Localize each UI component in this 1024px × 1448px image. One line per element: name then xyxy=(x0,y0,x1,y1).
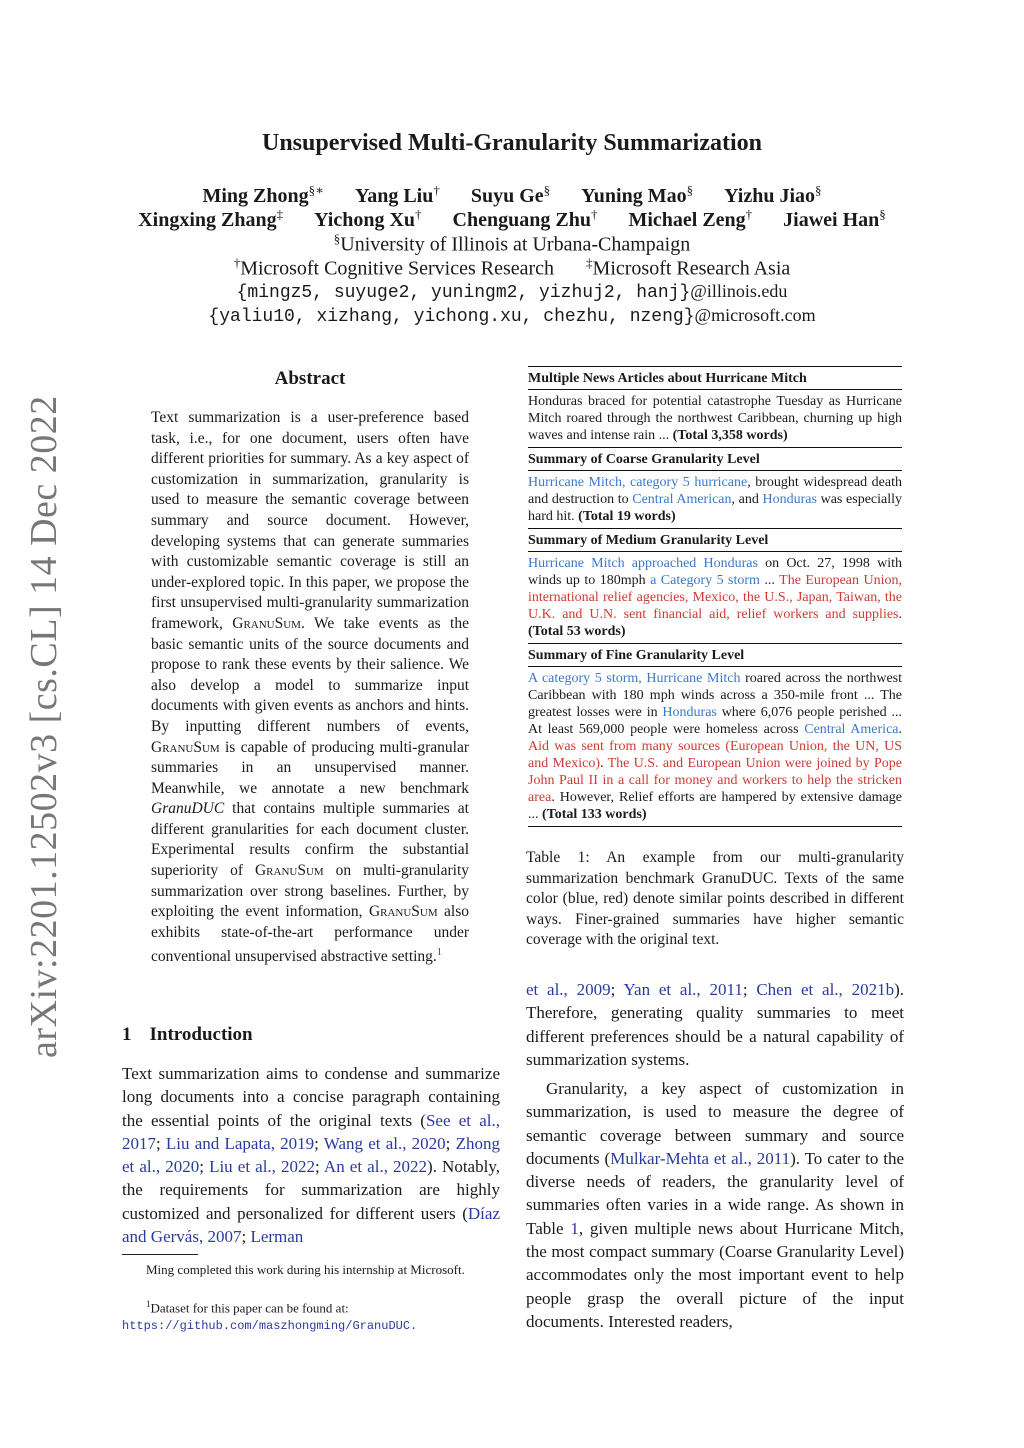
author-line-2 xyxy=(0,206,1024,232)
citation[interactable]: Lerman xyxy=(250,1227,304,1247)
author: Ming Zhong§∗ xyxy=(202,182,324,207)
citation[interactable]: Wang et al., 2020 xyxy=(323,1133,446,1153)
right-paragraph-2: Granularity, a key aspect of customization in summarization, is used to measure the degree of semantic coverage between summary and source documents (Mulkar-Mehta et al., 2011). To cater to the diverse needs of readers, the granularity level of summaries often varies in a wide range. As shown in Table 1, given multiple news about Hurricane Mitch, the most compact summary (Coarse Granularity Level) accommodates only the most important event to help people grasp the overall picture of the input documents. Interested readers, xyxy=(526,1079,905,1331)
table-reference[interactable]: 1 xyxy=(570,1218,579,1238)
table-header: Summary of Medium Granularity Level xyxy=(528,533,769,548)
table-header: Summary of Fine Granularity Level xyxy=(528,648,745,663)
author: Jiawei Han§ xyxy=(783,206,886,231)
affiliation-uiuc: §University of Illinois at Urbana-Champaign xyxy=(333,231,691,256)
table-cell: Hurricane Mitch approached Honduras on Oct. 27, 1998 with winds up to 180mph a Category 5 storm ... The European Union, international relief agencies, Mexico, the U.S., Japan, Taiwan, the U.K. and U.N. sent financial aid, relief workers and supplies. (Total 53 words) xyxy=(528,556,902,639)
table-cell: Hurricane Mitch, category 5 hurricane, brought widespread death and destruction to Central American, and Honduras was especially hard hit. (Total 19 words) xyxy=(528,475,902,524)
arxiv-identifier: arXiv:2201.12502v3 [cs.CL] 14 Dec 2022 xyxy=(23,395,65,1058)
footnote-rule xyxy=(122,1254,198,1255)
table-header: Multiple News Articles about Hurricane Mitch xyxy=(528,371,807,386)
author: Xingxing Zhang‡ xyxy=(138,206,284,231)
right-paragraph-1: et al., 2009; Yan et al., 2011; Chen et al., 2021b). Therefore, generating quality summaries to meet different preferences should be a natural capability of summarization systems. xyxy=(526,980,904,1069)
author: Chenguang Zhu† xyxy=(452,206,598,231)
email-line-1: {mingz5, suyuge2, yuningm2, yizhuj2, hanj}@illinois.edu xyxy=(236,281,788,303)
footnote-star: Ming completed this work during his internship at Microsoft. xyxy=(146,1262,465,1277)
author-line-1 xyxy=(0,182,1024,208)
email-line-2: {yaliu10, xizhang, yichong.xu, chezhu, nzeng}@microsoft.com xyxy=(208,305,816,327)
paper-title: Unsupervised Multi-Granularity Summarization xyxy=(261,130,762,156)
dataset-link[interactable]: https://github.com/maszhongming/GranuDUC. xyxy=(122,1319,418,1334)
table-cell: A category 5 storm, Hurricane Mitch roared across the northwest Caribbean with 180 mph winds across a 350-mile front ... The greatest losses were in Honduras where 6,076 people perished ... At least 569,000 people were homeless across Central America. Aid was sent from many sources (European Union, the UN, US and Mexico). The U.S. and European Union were joined by Pope John Paul II in a call for money and workers to help the stricken area. However, Relief efforts are hampered by extensive damage ... (Total 133 words) xyxy=(528,671,903,822)
table-header: Summary of Coarse Granularity Level xyxy=(528,452,760,467)
author: Michael Zeng† xyxy=(628,206,753,231)
table-cell: Honduras braced for potential catastrophe Tuesday as Hurricane Mitch roared through the northwest Caribbean, churning up high waves and intense rain ... (Total 3,358 words) xyxy=(528,394,902,443)
citation[interactable]: See et al., 2017 xyxy=(122,1110,500,1153)
footnote-1: $^1$Dataset for this paper can be found at: https://github.com/maszhongming/GranuDUC. xyxy=(122,1299,418,1334)
citation[interactable]: Díaz and Gervás, 2007 xyxy=(122,1203,500,1247)
citation[interactable]: An et al., 2022 xyxy=(323,1157,428,1177)
author: Suyu Ge§ xyxy=(470,182,551,207)
table-1 xyxy=(528,366,902,827)
abstract-heading: Abstract xyxy=(274,368,346,389)
citation[interactable]: Mulkar-Mehta et al., 2011 xyxy=(610,1148,791,1168)
citation[interactable]: Zhong et al., 2020 xyxy=(122,1133,500,1177)
table-caption: Table 1: An example from our multi-granularity summarization benchmark GranuDUC. Texts of the same color (blue, red) denote similar points described in different ways. Finer-grained summaries have higher semantic coverage with the original text. xyxy=(526,849,904,949)
citation[interactable]: Chen et al., 2021b xyxy=(756,980,895,999)
abstract-body: Text summarization is a user-preference based task, i.e., for one document, users often have different priorities for summary. As a key aspect of customization in summarization, granularity is used to measure the semantic coverage between summary and source document. However, developing systems that can generate summaries with customizable semantic coverage is still an under-explored topic. In this paper, we propose the first unsupervised multi-granularity summarization framework, GranuSum. We take events as the basic semantic units of the source documents and propose to rank these events by their salience. We also develop a model to summarize input documents with given events as anchors and hints. By inputting different numbers of events, GranuSum is capable of producing multi-granular summaries in an unsupervised manner. Meanwhile, we annotate a new benchmark GranuDUC that contains multiple summaries at different granularities for each document cluster. Experimental results confirm the substantial superiority of GranuSum on multi-granularity summarization over strong baselines. Further, by exploiting the event information, GranuSum also exhibits state-of-the-art performance under conventional unsupervised abstractive setting.$^1$ xyxy=(151,409,470,966)
author: Yizhu Jiao§ xyxy=(724,182,822,207)
citation[interactable]: et al., 2009 xyxy=(526,980,611,999)
author: Yuning Mao§ xyxy=(581,182,694,207)
affiliation-microsoft: †Microsoft Cognitive Services Research ‡Microsoft Research Asia xyxy=(233,255,791,280)
author: Yichong Xu† xyxy=(314,206,422,231)
intro-paragraph: Text summarization aims to condense and summarize long documents into a concise paragraph containing the essential points of the original texts (See et al., 2017; Liu and Lapata, 2019; Wang et al., 2020; Zhong et al., 2020; Liu et al., 2022; An et al., 2022). Notably, the requirements for summarization are highly customized and personalized for different users (Díaz and Gervás, 2007; Lerman xyxy=(122,1064,500,1247)
intro-heading: 1 Introduction xyxy=(122,1024,253,1045)
footnote-ref[interactable]: 1 xyxy=(436,947,442,959)
citation[interactable]: Yan et al., 2011 xyxy=(623,980,743,999)
author: Yang Liu† xyxy=(354,182,440,207)
citation[interactable]: Liu and Lapata, 2019 xyxy=(165,1133,315,1153)
citation[interactable]: Liu et al., 2022 xyxy=(209,1157,316,1177)
